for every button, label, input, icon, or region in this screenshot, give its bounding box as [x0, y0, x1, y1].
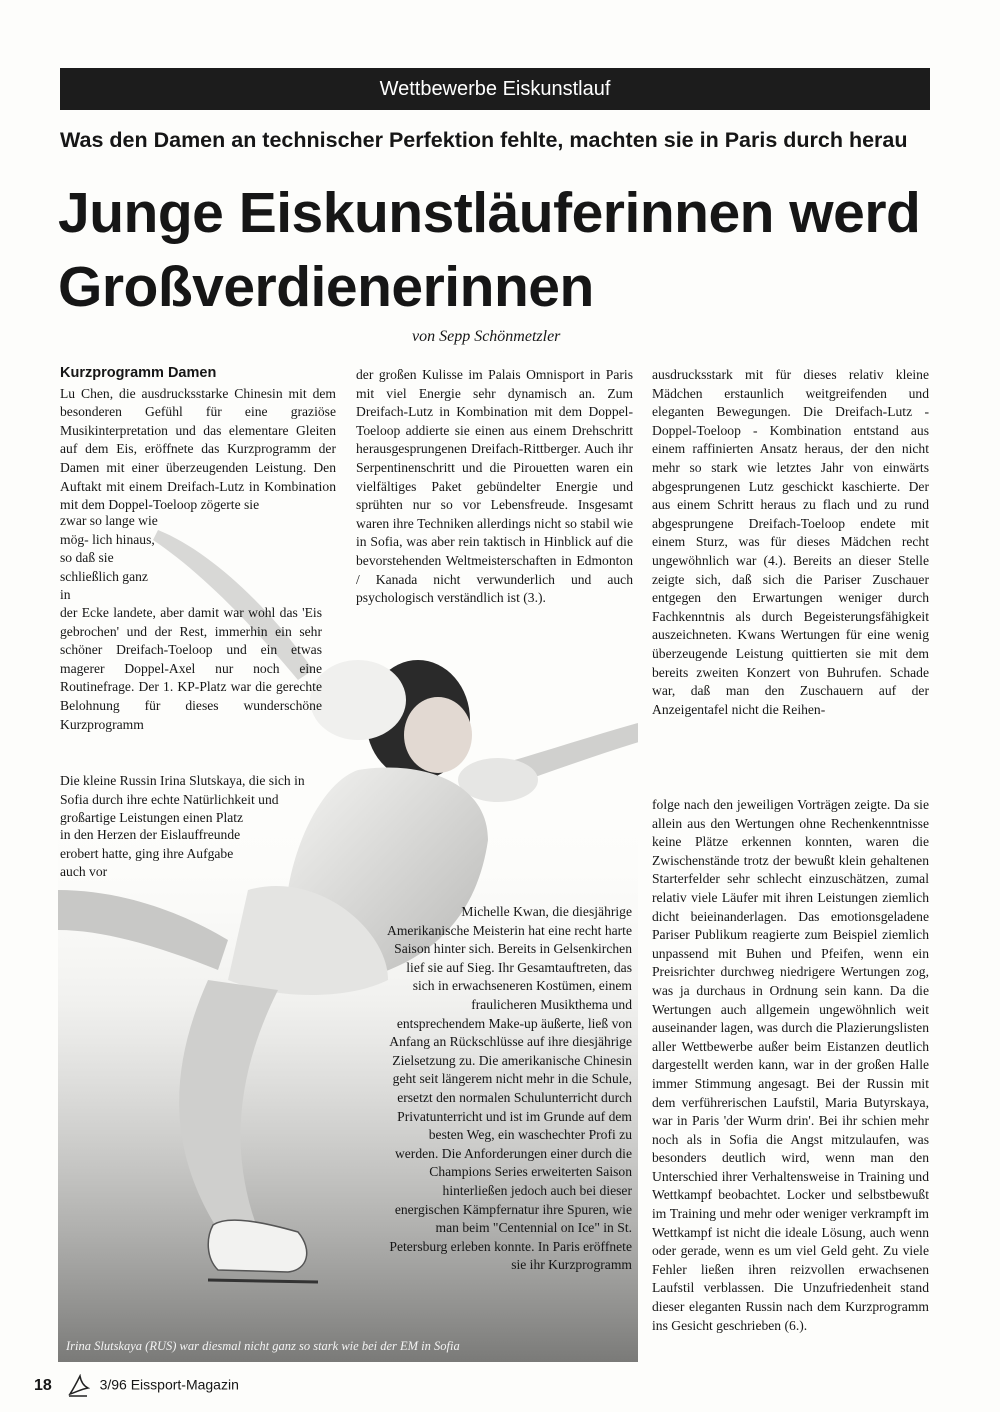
- column-3-text: ausdrucksstark mit für dieses relativ kleine Mädchen erstaunlich weitgreifenden und eleganten Bewegungen. Die Dreifach-Lutz - Doppel-Toeloop - Kombination entstand aus einem raffinierten Ansatz heraus, der den nicht mehr so stark wie letztes Jahr von einwärts abgesprungenen Lutz geschickt kaschierte. Der aus einem Schritt heraus zu flach und zu rund abgesprungene Dreifach-Toeloop endete mit einem Sturz, was für dieses Mädchen recht ungewöhnlich war (4.). Bereits an dieser Stelle zeigte sich, daß sich die Pariser Zuschauer entgegen den Erwartungen weniger durch Fachkenntnis als durch Begeisterungsfähigkeit auszeichneten. Kwans Wertungen für eine wenig überzeugende Leistung quittierten sie mit dem bereits zweiten Konzert von Buhrufen. Schade war, daß man den Zuschauern auf der Anzeigentafel nicht die Reihen-: [652, 367, 929, 717]
- magazine-logo-icon: [66, 1374, 90, 1398]
- article-headline: [58, 176, 1000, 324]
- column-3-lower-text: folge nach den jeweiligen Vorträgen zeigte. Da sie allein aus den Wertungen ohne Rechenkenntnisse keine Plätze erkennen konnten, waren die Zwischenstände trotz der bewußt klein gehaltenen Starterfelder sehr schlecht einzuschätzen, zumal relativ viele Läufer mit ihren Leistungen ziemlich dicht beieinanderlagen. Das emotionsgeladene Pariser Publikum reagierte zum Beispiel ziemlich unpassend mit Buhen und Pfeifen, wenn ein Preisrichter durchweg niedrigere Wertungen zog, was ja durchaus in Ordnung sein kann. Da die Wertungen auch allgemein ungewöhnlich weit auseinander lagen, was durch die Plazierungslisten aller Wettbewerbe außer beim Eistanzen deutlich dargestellt werden kann, war in der großen Halle immer Stimmung angesagt. Bei der Russin mit dem verführerischen Laufstil, Maria Butyrskaya, war in Paris 'der Wurm drin'. Bei ihr schien mehr noch als in Sofia die Angst mitzulaufen, was besonders deutlich wird, wenn man den Unterschied ihrer Verhaltensweise in Training und Wettkampf beobachtet. Locker und selbstbewußt im Training und mehr oder weniger verkrampft im Wettkampf ist nicht die ideale Lösung, auch wenn oder gerade, wenn es um viel Geld geht. Zu viele Fehler ließen ihren reizvollen erwachsenen Laufstil verblassen. Die Unzufriedenheit stand dieser eleganten Russin nach dem Kurzprogramm ins Gesicht geschrieben (6.).: [652, 797, 929, 1333]
- section-header-bar: [60, 68, 930, 110]
- issue-label: 3/96 Eissport-Magazin: [99, 1376, 239, 1393]
- column-1-paragraph-2-end: in den Herzen der Eislauffreunde erobert hatte, ging ihre Aufgabe auch vor: [60, 827, 241, 880]
- article-column-3: [652, 366, 929, 719]
- column-1-intro: Lu Chen, die ausdrucksstarke Chinesin mit dem besonderen Gefühl für eine graziöse Musikinterpretation und das elementare Gleiten auf dem Eis, eröffnete das Kurzprogramm der Damen mit einer überzeugenden Leistung. Den Auftakt mit einem Dreifach-Lutz in Kombination mit dem Doppel-Toeloop zögerte sie: [60, 385, 336, 513]
- column-2-text: der großen Kulisse im Palais Omnisport in Paris mit viel Energie sehr dynamisch an. Zum Dreifach-Lutz in Kombination mit dem Doppel-Toeloop addierte sie einen aus einem Drehschritt herausgesprungenen Dreifach-Rittberger. Auch ihr Serpentinenschritt und die Pirouetten waren ein vielfältiges Paket gebündelter Energie und sprühten nur so vor Lebensfreude. Insgesamt waren ihre Techniken allerdings nicht so stabil wie in Sofia, was aber rein taktisch in Hinblick auf die bevorstehenden Weltmeisterschaften in Edmonton / Kanada nicht verwunderlich und auch psychologisch verständlich ist (3.).: [356, 367, 633, 606]
- article-column-1: [60, 364, 336, 515]
- headline-line-2: Großverdienerinnen: [58, 255, 594, 319]
- article-column-2: [356, 366, 633, 608]
- page-footer: [34, 1374, 239, 1398]
- column-1-paragraph-2: Die kleine Russin Irina Slutskaya, die sich in Sofia durch ihre echte Natürlichkeit und großartige Leistungen einen Platz: [60, 773, 305, 826]
- article-column-2-lower: [384, 903, 632, 1275]
- page-number: 18: [34, 1376, 52, 1394]
- headline-line-1: Junge Eiskunstläuferinnen werd: [58, 181, 921, 245]
- column-2-lower-text: Michelle Kwan, die diesjährige Amerikanische Meisterin hat eine recht harte Saison hinter sich. Bereits in Gelsenkirchen lief sie auf Sieg. Ihr Gesamtauftreten, das sich in erwachseneren Kostümen, einem fraulicheren Musikthema und entsprechendem Make-up äußerte, ließ von Anfang an Rückschlüsse auf ihre diesjährige Zielsetzung zu. Die amerikanische Chinesin geht seit längerem nicht mehr in die Schule, ersetzt den normalen Schulunterricht durch Privatunterricht und ist im Grunde auf dem besten Weg, ein waschechter Profi zu werden. Die Anforderungen einer durch die Champions Series erweiterten Saison hinterließen jedoch auch bei dieser energischen Kämpfernatur ihre Spuren, wie man beim "Centennial on Ice" in St. Petersburg erleben konnte. In Paris eröffnete sie ihr Kurzprogramm: [387, 904, 632, 1273]
- section-heading: Kurzprogramm Damen: [60, 365, 217, 381]
- photo-caption: Irina Slutskaya (RUS) war diesmal nicht ganz so stark wie bei der EM in Sofia: [66, 1339, 460, 1353]
- article-subtitle: Was den Damen an technischer Perfektion fehlte, machten sie in Paris durch herau: [60, 128, 908, 152]
- column-1-continued: der Ecke landete, aber damit war wohl das 'Eis gebrochen' und der Rest, immerhin ein sehr schöner Dreifach-Toeloop und ein etwas magerer Doppel-Axel nur noch eine Routinefrage. Der 1. KP-Platz war die gerechte Belohnung für dieses wunderschöne Kurzprogramm: [60, 605, 322, 732]
- article-byline: von Sepp Schönmetzler: [412, 328, 561, 345]
- section-title: Wettbewerbe Eiskunstlauf: [379, 78, 611, 100]
- article-column-3-lower: [652, 796, 929, 1335]
- column-1-wrap-text: zwar so lange wie mög- lich hinaus, so daß sie schließlich ganz in: [60, 513, 158, 603]
